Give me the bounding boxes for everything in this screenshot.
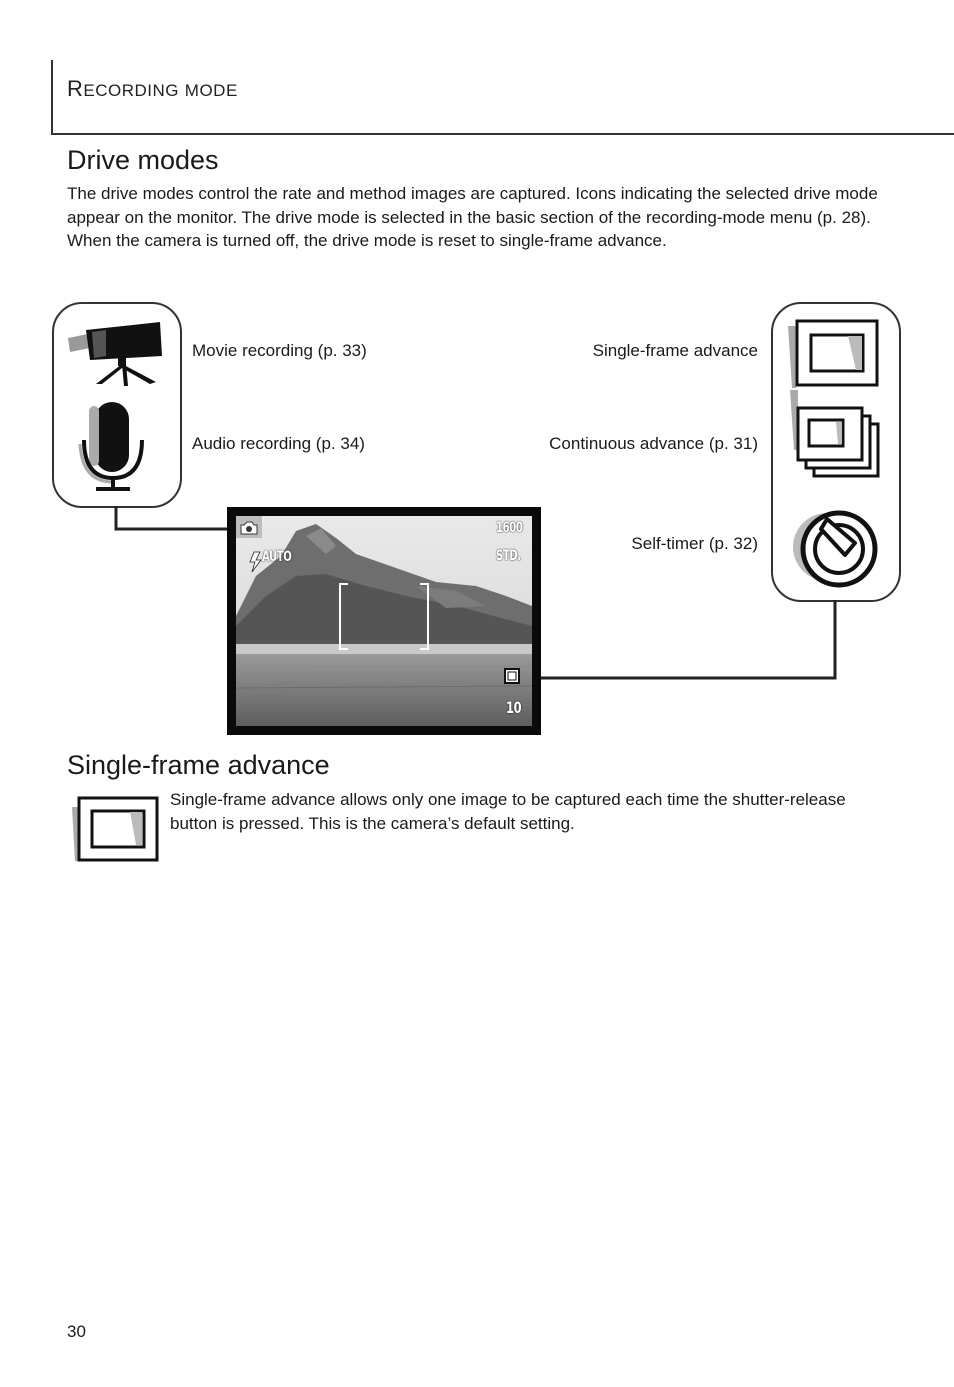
label-movie-recording: Movie recording (p. 33) — [192, 341, 367, 360]
label-single-frame-advance: Single-frame advance — [592, 341, 758, 360]
single-frame-heading: Single-frame advance — [67, 750, 330, 780]
label-audio-recording: Audio recording (p. 34) — [192, 434, 365, 453]
landscape-scene — [236, 516, 532, 726]
label-self-timer: Self-timer (p. 32) — [631, 534, 758, 553]
iso-readout: 1600 — [496, 520, 523, 536]
flash-mode-readout: AUTO — [262, 549, 292, 565]
frames-remaining-readout: 10 — [506, 698, 522, 717]
single-frame-icon-small — [70, 795, 162, 865]
page-number: 30 — [67, 1322, 86, 1341]
camera-monitor — [227, 507, 541, 735]
label-continuous-advance: Continuous advance (p. 31) — [549, 434, 758, 453]
single-frame-description: Single-frame advance allows only one image to be captured each time the shutter-release button is pressed. This is the camera’s default setting. — [170, 790, 846, 833]
drive-modes-heading: Drive modes — [67, 145, 219, 175]
quality-readout: STD. — [496, 548, 521, 564]
drive-modes-intro: The drive modes control the rate and method images are captured. Icons indicating the selected drive mode appear on the monitor. The drive mode is selected in the basic section of the recording-mode menu (p. 28). When the camera is turned off, the drive mode is reset to single-frame advance. — [67, 184, 878, 250]
section-label: RECORDING MODE — [67, 76, 238, 101]
monitor-image — [236, 516, 532, 726]
